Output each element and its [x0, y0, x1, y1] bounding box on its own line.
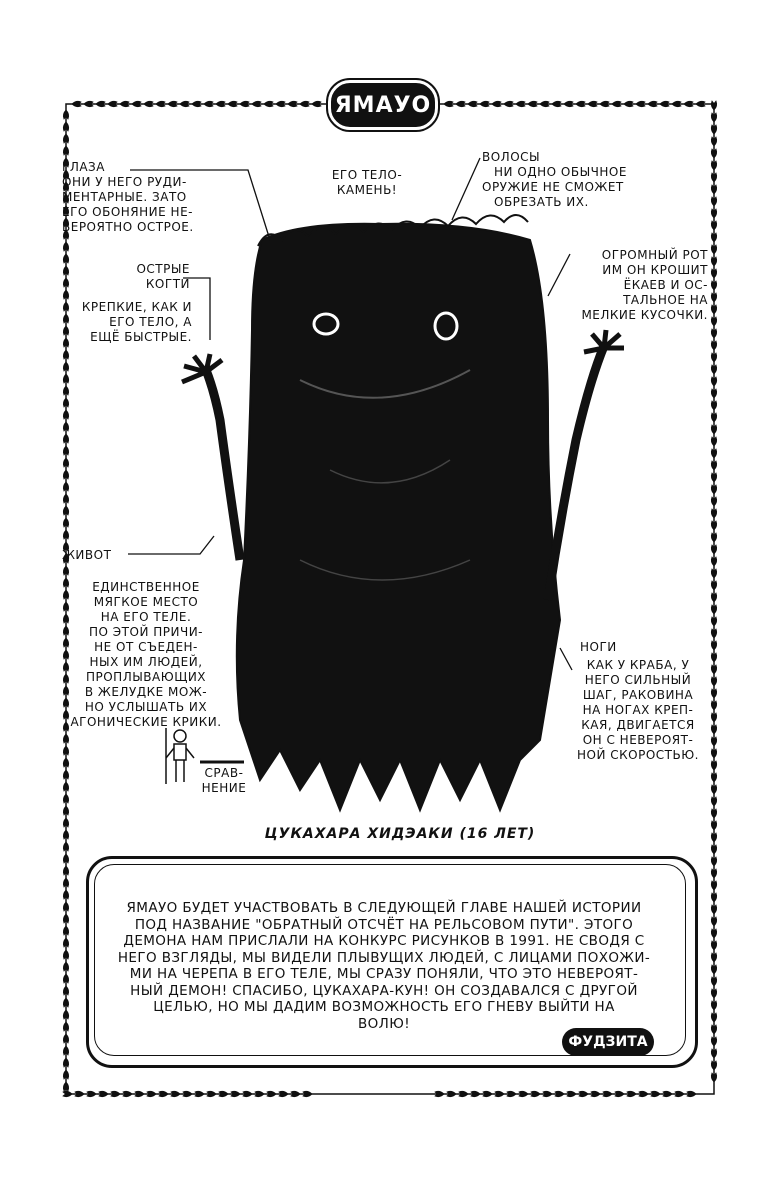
note-mouth-line: ЁКАЕВ И ОС- — [623, 278, 708, 292]
author-caption: ЦУКАХАРА ХИДЭАКИ (16 ЛЕТ) — [264, 826, 536, 842]
note-legs-heading-block — [580, 640, 640, 655]
note-belly-line: ЕДИНСТВЕННОЕ — [92, 580, 200, 594]
note-belly-line: НО УСЛЫШАТЬ ИХ — [84, 700, 208, 714]
note-mouth-line: ТАЛЬНОЕ НА — [623, 293, 708, 307]
note-hair-line: ОРУЖИЕ НЕ СМОЖЕТ — [482, 180, 624, 194]
note-belly — [62, 580, 230, 730]
note-belly-heading-block — [62, 548, 132, 563]
note-legs — [564, 658, 712, 763]
note-mouth — [560, 248, 708, 323]
description-line: ЯМАУО БУДЕТ УЧАСТВОВАТЬ В СЛЕДУЮЩЕЙ ГЛАВЕ НАШЕЙ ИСТОРИИ — [126, 900, 642, 916]
note-legs-heading: НОГИ — [580, 640, 617, 654]
note-belly-heading: ЖИВОТ — [62, 548, 112, 562]
note-eyes-line: ЕГО ОБОНЯНИЕ НЕ- — [62, 205, 193, 219]
title-badge: ЯМАУО — [328, 80, 438, 130]
note-eyes-heading: ГЛАЗА — [62, 160, 105, 174]
note-mouth-line: МЕЛКИЕ КУСОЧКИ. — [581, 308, 708, 322]
note-compare-line: НЕНИЕ — [201, 781, 247, 795]
note-claws-heading: ОСТРЫЕ — [136, 262, 190, 276]
note-body-stone — [312, 168, 422, 198]
description-text — [104, 900, 664, 1032]
note-legs-line: ОН С НЕВЕРОЯТ- — [582, 733, 694, 747]
note-belly-line: АГОНИЧЕСКИЕ КРИКИ. — [70, 715, 222, 729]
note-body-stone-line: КАМЕНЬ! — [336, 183, 398, 197]
note-mouth-line: ИМ ОН КРОШИТ — [602, 263, 708, 277]
human-scale-figure — [166, 728, 194, 784]
note-claws-heading-block — [90, 262, 190, 292]
note-eyes-line: ВЕРОЯТНО ОСТРОЕ. — [62, 220, 194, 234]
note-claws-line: ЕГО ТЕЛО, А — [109, 315, 192, 329]
note-compare — [194, 766, 254, 796]
note-belly-line: ПРОПЛЫВАЮЩИХ — [85, 670, 207, 684]
note-legs-line: НОЙ СКОРОСТЬЮ. — [577, 748, 699, 762]
description-line: ДЕМОНА НАМ ПРИСЛАЛИ НА КОНКУРС РИСУНКОВ В 1991. НЕ СВОДЯ С — [123, 933, 645, 949]
note-hair — [482, 150, 682, 210]
note-eyes-line: МЕНТАРНЫЕ. ЗАТО — [62, 190, 187, 204]
note-belly-line: НЫХ ИМ ЛЮДЕЙ, — [89, 655, 203, 669]
note-belly-line: ПО ЭТОЙ ПРИЧИ- — [89, 625, 203, 639]
note-hair-heading: ВОЛОСЫ — [482, 150, 541, 164]
note-belly-line: НА ЕГО ТЕЛЕ. — [100, 610, 192, 624]
note-claws-heading: КОГТИ — [145, 277, 190, 291]
note-legs-line: КАК У КРАБА, У — [586, 658, 690, 672]
description-line: ВОЛЮ! — [357, 1015, 411, 1032]
note-body-stone-line: ЕГО ТЕЛО- — [331, 168, 403, 182]
monster-right-arm — [548, 346, 604, 600]
note-hair-line: ОБРЕЗАТЬ ИХ. — [494, 195, 589, 209]
description-line: НЕГО ВЗГЛЯДЫ, МЫ ВИДЕЛИ ПЛЫВУЩИХ ЛЮДЕЙ, С ЛИЦАМИ ПОХОЖИ- — [117, 949, 651, 966]
belly-pointer — [128, 536, 214, 554]
note-belly-line: В ЖЕЛУДКЕ МОЖ- — [84, 685, 208, 699]
note-claws — [62, 300, 192, 345]
note-legs-line: НЕГО СИЛЬНЫЙ — [584, 673, 692, 687]
note-legs-line: ШАГ, РАКОВИНА — [582, 688, 694, 702]
monster-body — [237, 224, 560, 810]
description-line: ПОД НАЗВАНИЕ "ОБРАТНЫЙ ОТСЧЁТ НА РЕЛЬСОВОМ ПУТИ". ЭТОГО — [134, 916, 634, 933]
note-legs-line: НА НОГАХ КРЕП- — [582, 703, 694, 717]
note-legs-line: КАЯ, ДВИГАЕТСЯ — [581, 718, 695, 732]
note-mouth-heading: ОГРОМНЫЙ РОТ — [601, 248, 708, 262]
note-belly-line: НЕ ОТ СЪЕДЕН- — [94, 640, 198, 654]
monster-left-claw — [182, 354, 222, 382]
note-hair-line: НИ ОДНО ОБЫЧНОЕ — [494, 165, 627, 179]
hair-pointer — [452, 158, 480, 220]
signature-badge: ФУДЗИТА — [562, 1028, 654, 1056]
description-line: ЦЕЛЬЮ, НО МЫ ДАДИМ ВОЗМОЖНОСТЬ ЕГО ГНЕВУ ВЫЙТИ НА — [153, 999, 615, 1015]
note-claws-line: КРЕПКИЕ, КАК И — [81, 300, 192, 314]
note-eyes-line: ОНИ У НЕГО РУДИ- — [62, 175, 187, 189]
note-eyes — [62, 160, 242, 235]
description-line: МИ НА ЧЕРЕПА В ЕГО ТЕЛЕ, МЫ СРАЗУ ПОНЯЛИ, ЧТО ЭТО НЕВЕРОЯТ- — [129, 966, 639, 982]
note-compare-line: СРАВ- — [204, 766, 244, 780]
monster-left-arm — [206, 370, 240, 560]
note-belly-line: МЯГКОЕ МЕСТО — [93, 595, 199, 609]
description-line: НЫЙ ДЕМОН! СПАСИБО, ЦУКАХАРА-КУН! ОН СОЗДАВАЛСЯ С ДРУГОЙ — [130, 982, 638, 999]
note-claws-line: ЕЩЁ БЫСТРЫЕ. — [90, 330, 192, 344]
monster-right-claw — [584, 330, 624, 352]
